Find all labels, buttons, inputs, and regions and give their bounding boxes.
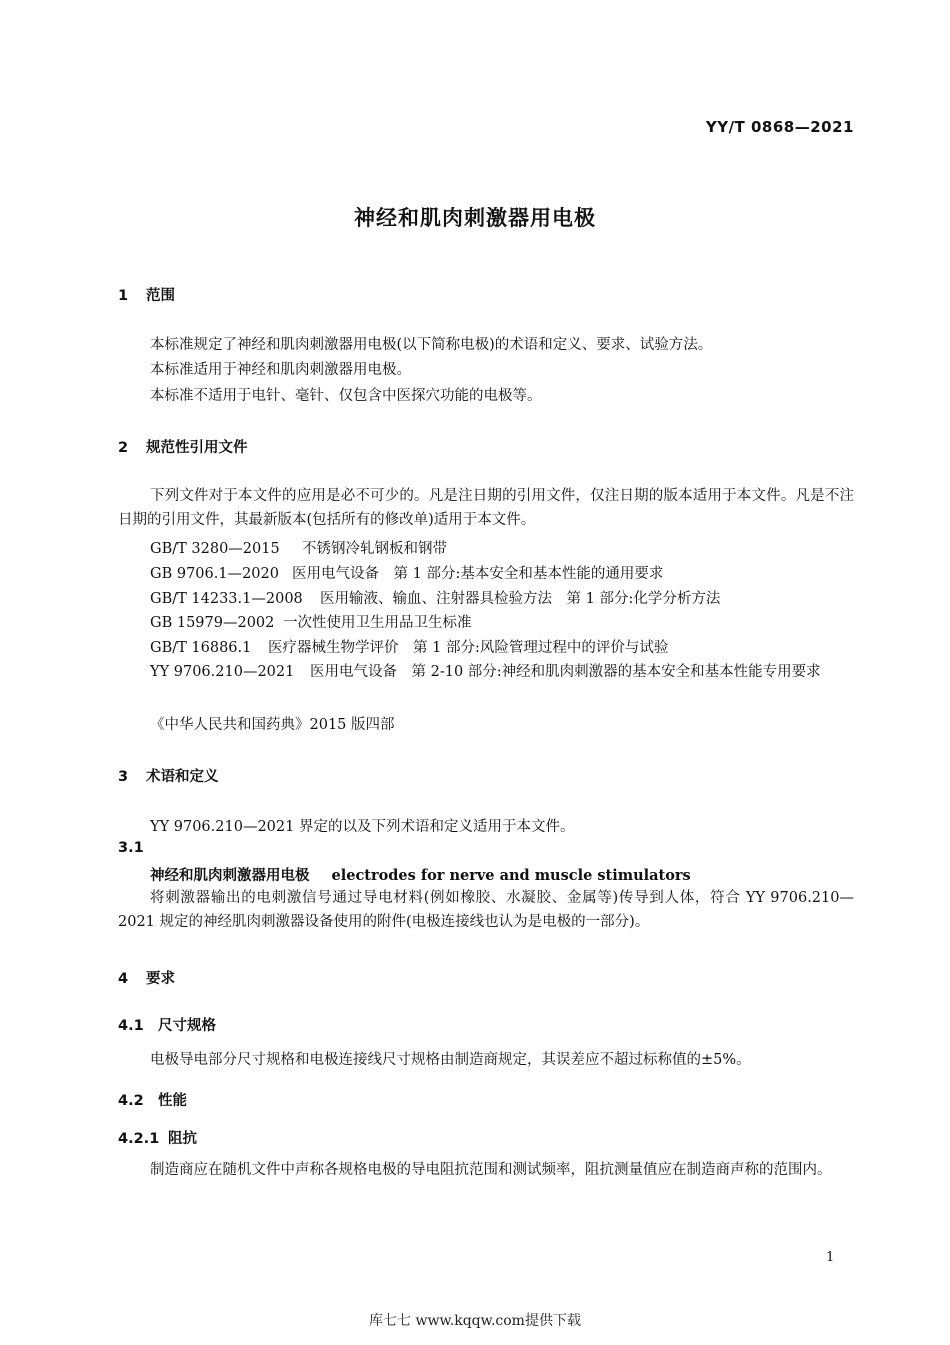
section-3-heading (118, 765, 219, 786)
section-number: 3 (118, 769, 129, 785)
pharmacopoeia-reference: 《中华人民共和国药典》2015 版四部 (150, 717, 395, 733)
section-number: 1 (118, 288, 129, 304)
subsection-4-2-heading (118, 1089, 187, 1110)
section-2-intro: 下列文件对于本文件的应用是必不可少的。凡是注日期的引用文件，仅注日期的版本适用于本文件。凡是不注日期的引用文件，其最新版本(包括所有的修改单)适用于本文件。 (118, 488, 854, 528)
section-4-heading (118, 967, 175, 988)
reference-title: 一次性使用卫生用品卫生标准 (283, 615, 472, 631)
standard-code: YY/T 0868—2021 (705, 118, 854, 136)
term-english: electrodes for nerve and muscle stimulators (331, 867, 691, 884)
reference-code: GB 9706.1—2020 (150, 566, 279, 582)
reference-title: 医用电气设备 第 2-10 部分:神经和肌肉刺激器的基本安全和基本性能专用要求 (310, 664, 821, 680)
section-number: 2 (118, 440, 129, 456)
footer-watermark: 库七七 www.kqqw.com提供下载 (369, 1313, 581, 1329)
subsection-4-2-1-heading (118, 1127, 197, 1148)
section-title: 规范性引用文件 (146, 440, 248, 456)
paragraph: 本标准不适用于电针、毫针、仅包含中医探穴功能的电极等。 (150, 388, 542, 404)
term-number: 3.1 (118, 840, 144, 856)
reference-title: 医用输液、输血、注射器具检验方法 第 1 部分:化学分析方法 (320, 591, 721, 607)
reference-title: 医疗器械生物学评价 第 1 部分:风险管理过程中的评价与试验 (268, 640, 669, 656)
term-definition: 将刺激器输出的电刺激信号通过导电材料(例如橡胶、水凝胶、金属等)传导到人体，符合 YY 9706.210—2021 规定的神经肌肉刺激器设备使用的附件(电极连接线也认为是电极的一部分)。 (118, 890, 854, 930)
page-number: 1 (826, 1250, 835, 1265)
term-chinese: 神经和肌肉刺激器用电极 (150, 868, 310, 884)
paragraph: 电极导电部分尺寸规格和电极连接线尺寸规格由制造商规定，其误差应不超过标称值的±5%。 (150, 1052, 751, 1068)
section-3-intro: YY 9706.210—2021 界定的以及下列术语和定义适用于本文件。 (150, 819, 575, 835)
paragraph: 本标准规定了神经和肌肉刺激器用电极(以下简称电极)的术语和定义、要求、试验方法。 (150, 337, 713, 353)
section-2-heading (118, 436, 248, 457)
reference-item (150, 587, 720, 608)
reference-item (118, 660, 854, 684)
reference-code: GB/T 14233.1—2008 (150, 591, 303, 607)
subsection-4-1-heading (118, 1014, 216, 1035)
section-title: 尺寸规格 (158, 1018, 216, 1034)
reference-item (150, 562, 663, 583)
reference-title: 医用电气设备 第 1 部分:基本安全和基本性能的通用要求 (292, 566, 664, 582)
section-number: 4.1 (118, 1018, 144, 1034)
section-title: 术语和定义 (146, 769, 219, 785)
document-title: 神经和肌肉刺激器用电极 (354, 206, 596, 230)
term-entry (150, 864, 691, 885)
reference-title: 不锈钢冷轧钢板和钢带 (302, 541, 447, 557)
paragraph: 制造商应在随机文件中声称各规格电极的导电阻抗范围和测试频率，阻抗测量值应在制造商声称的范围内。 (150, 1162, 832, 1178)
section-number: 4.2.1 (118, 1131, 160, 1147)
section-1-heading (118, 284, 175, 305)
paragraph: 本标准适用于神经和肌肉刺激器用电极。 (150, 362, 411, 378)
reference-code: GB/T 16886.1 (150, 640, 252, 656)
section-title: 性能 (158, 1093, 187, 1109)
section-title: 范围 (146, 288, 175, 304)
reference-item (150, 537, 447, 558)
section-number: 4 (118, 971, 129, 987)
reference-item (150, 636, 668, 657)
reference-item (150, 611, 472, 632)
reference-code: YY 9706.210—2021 (150, 664, 295, 680)
reference-code: GB/T 3280—2015 (150, 541, 280, 557)
reference-code: GB 15979—2002 (150, 615, 275, 631)
section-title: 阻抗 (168, 1131, 197, 1147)
section-title: 要求 (146, 971, 175, 987)
section-number: 4.2 (118, 1093, 144, 1109)
